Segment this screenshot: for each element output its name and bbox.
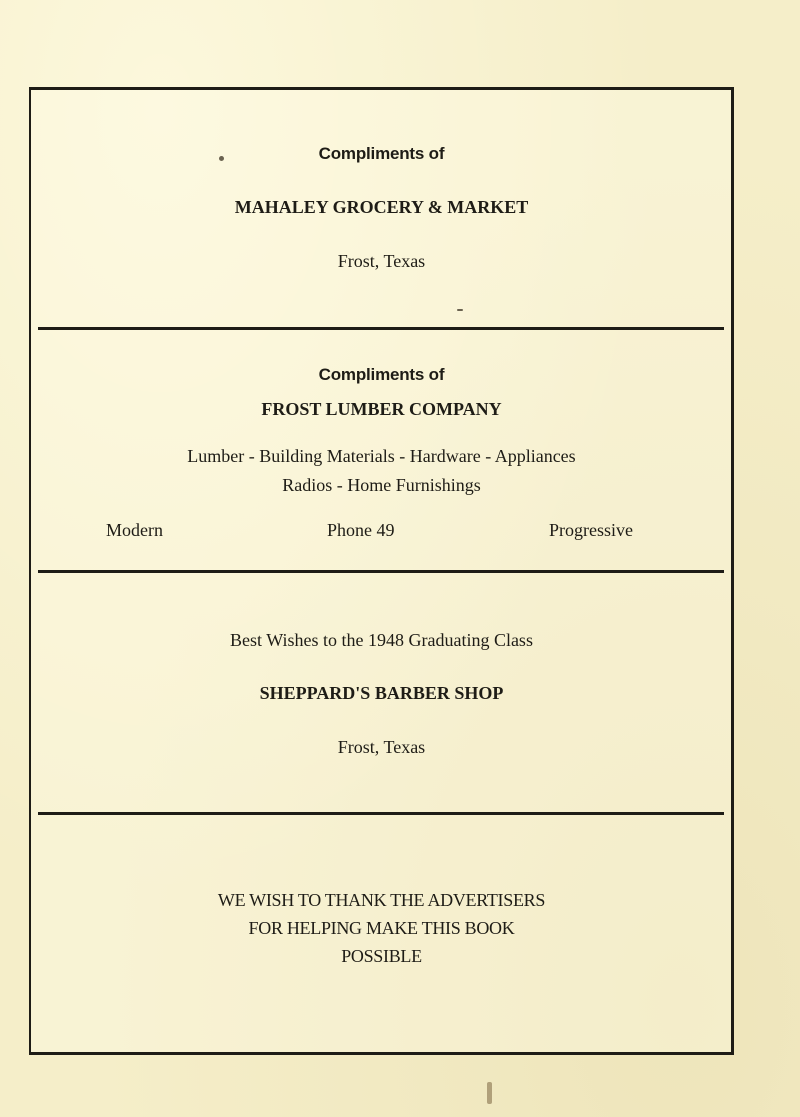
ad3-location: Frost, Texas — [337, 737, 426, 757]
ink-speck — [457, 309, 463, 311]
closing-line2: FOR HELPING MAKE THIS BOOK — [248, 918, 515, 938]
ad1-compliments: Compliments of — [318, 144, 445, 163]
ad2-products-line1: Lumber - Building Materials - Hardware - Appliances — [187, 446, 576, 466]
ad2-business-name: FROST LUMBER COMPANY — [261, 399, 502, 419]
divider-1 — [38, 327, 724, 330]
ad2-footer-right: Progressive — [549, 520, 633, 540]
ad3-wishes: Best Wishes to the 1948 Graduating Class — [230, 630, 533, 650]
ad2-footer-phone: Phone 49 — [327, 520, 395, 540]
closing-line3: POSSIBLE — [341, 946, 422, 966]
paper-mark — [487, 1082, 492, 1104]
ad1-business-name: MAHALEY GROCERY & MARKET — [234, 197, 529, 217]
closing-line1: WE WISH TO THANK THE ADVERTISERS — [217, 890, 546, 910]
ad2-footer-left: Modern — [106, 520, 163, 540]
ad2-products-line2: Radios - Home Furnishings — [282, 475, 481, 495]
divider-3 — [38, 812, 724, 815]
ad1-location: Frost, Texas — [337, 251, 426, 271]
ink-speck — [219, 156, 224, 161]
ad3-business-name: SHEPPARD'S BARBER SHOP — [259, 683, 504, 703]
divider-2 — [38, 570, 724, 573]
ad2-compliments: Compliments of — [318, 365, 445, 384]
